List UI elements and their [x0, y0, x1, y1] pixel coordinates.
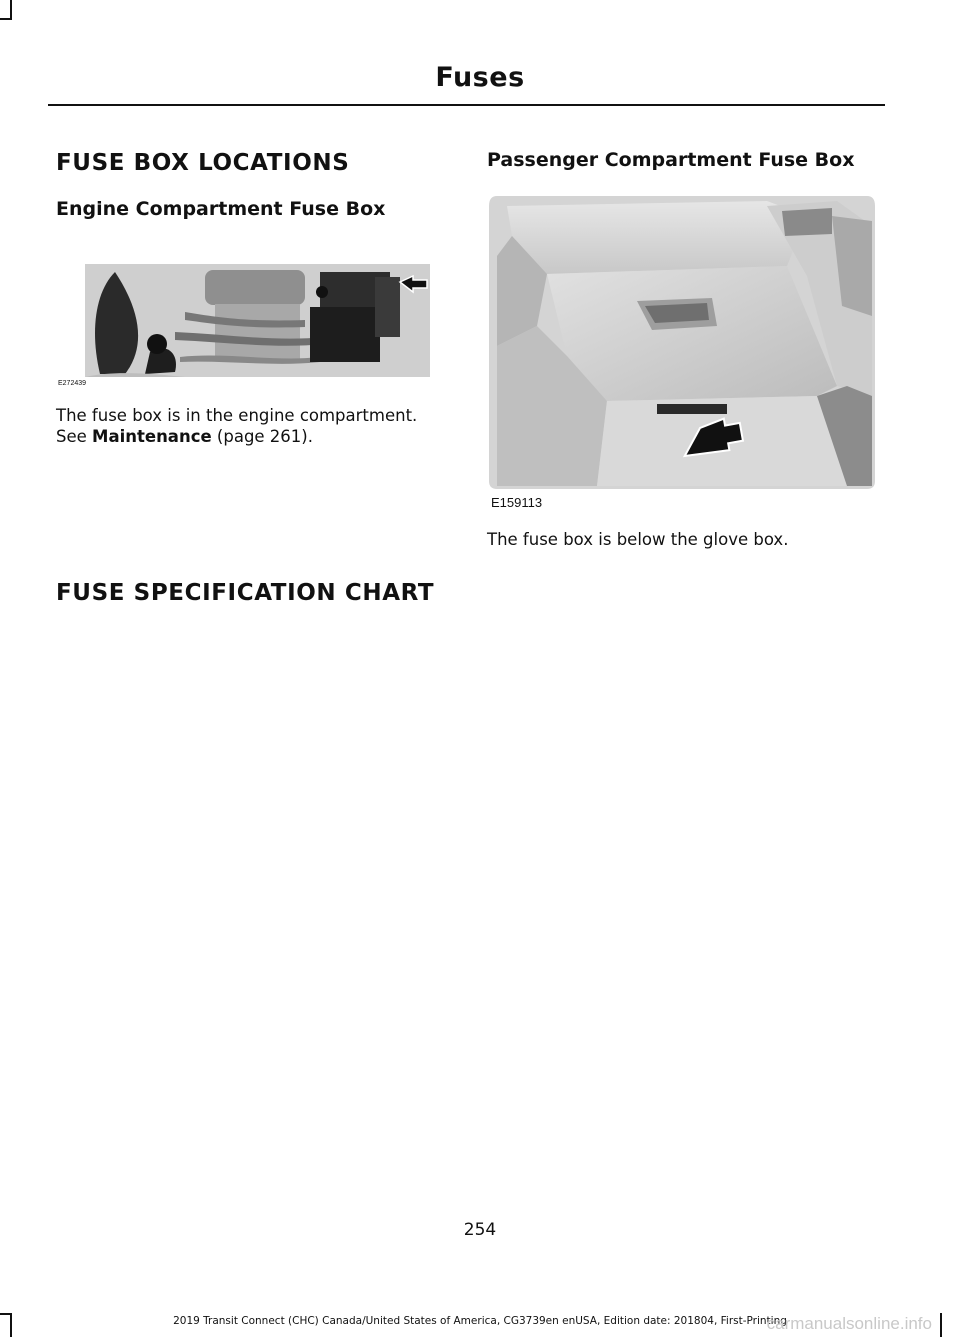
page-number: 254: [463, 1220, 497, 1240]
section-heading-fuse-box-locations: FUSE BOX LOCATIONS: [56, 150, 350, 176]
see-text: See: [56, 427, 93, 446]
crop-mark: [10, 0, 12, 20]
engine-compartment-figure: [55, 262, 432, 390]
subheading-passenger-fuse-box: Passenger Compartment Fuse Box: [487, 149, 855, 171]
footer-edition-info: 2019 Transit Connect (CHC) Canada/United States of America, CG3739en enUSA, Edition date: 201804, First-Printing: [173, 1315, 787, 1327]
paragraph-line: The fuse box is in the engine compartment.: [56, 406, 418, 425]
maintenance-link[interactable]: Maintenance: [92, 427, 212, 446]
page-title: Fuses: [435, 62, 525, 93]
section-heading-fuse-specification-chart: FUSE SPECIFICATION CHART: [56, 580, 435, 606]
subheading-engine-fuse-box: Engine Compartment Fuse Box: [56, 198, 386, 220]
engine-fuse-box-paragraph: [56, 405, 456, 447]
header-divider: [48, 104, 885, 106]
passenger-fuse-box-paragraph: The fuse box is below the glove box.: [487, 530, 789, 549]
crop-mark: [0, 18, 12, 20]
figure-code: E272439: [58, 380, 87, 387]
figure-code: E159113: [491, 495, 543, 510]
glove-box-illustration: [487, 196, 877, 491]
page-reference: (page 261).: [211, 427, 313, 446]
engine-bay-illustration: [55, 262, 432, 390]
watermark: carmanualsonline.info: [766, 1314, 932, 1333]
passenger-compartment-figure: [487, 196, 877, 514]
paragraph-line: [56, 426, 456, 447]
